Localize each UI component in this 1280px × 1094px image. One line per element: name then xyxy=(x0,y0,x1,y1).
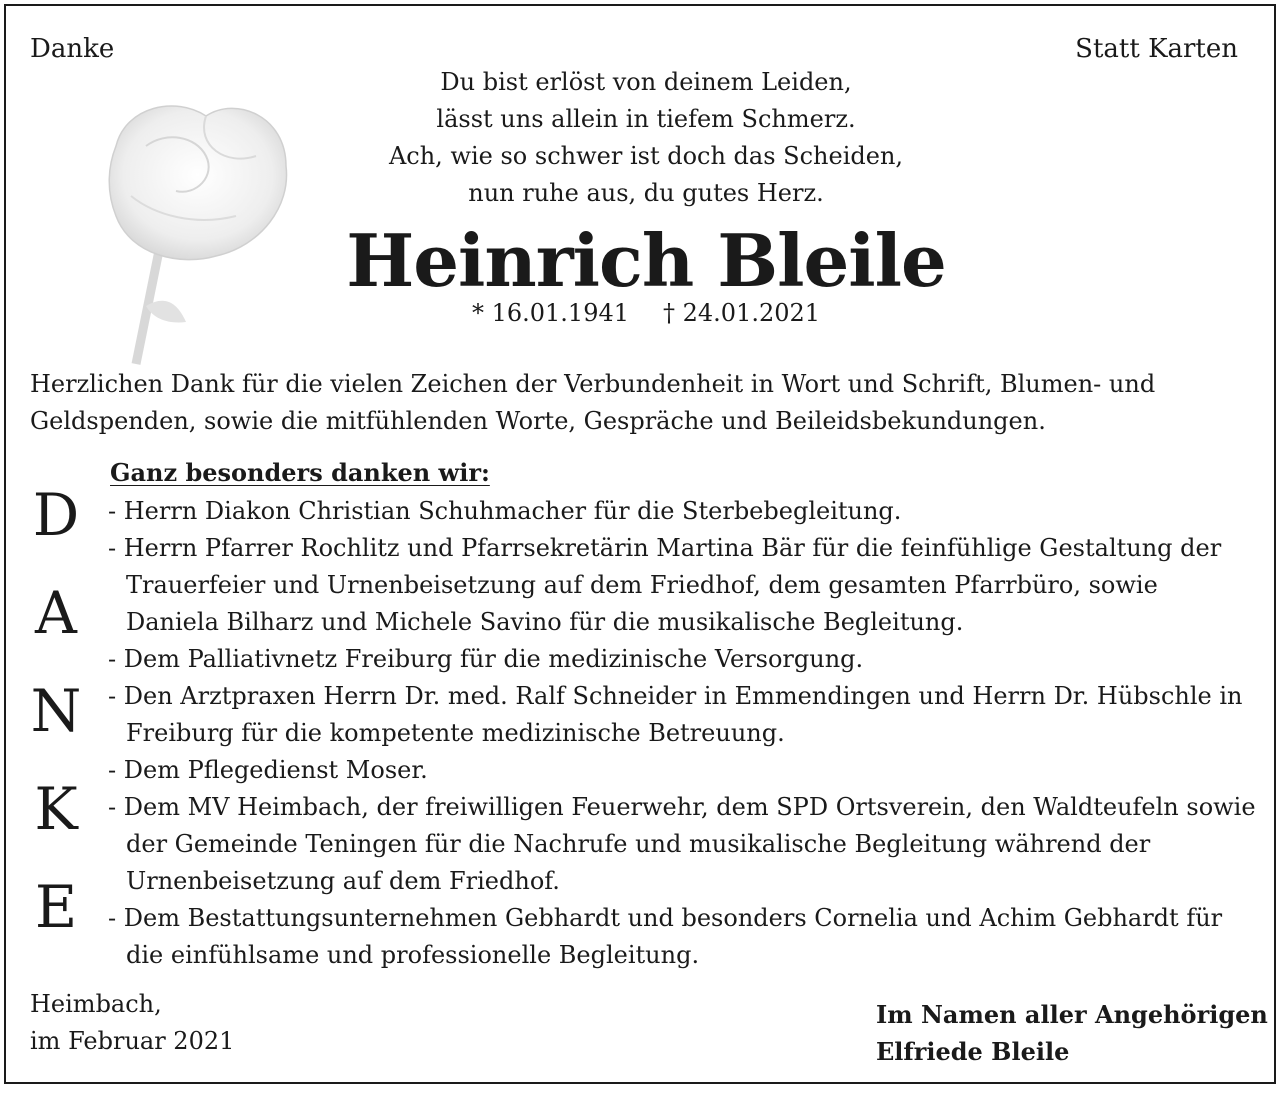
poem-line: nun ruhe aus, du gutes Herz. xyxy=(468,179,824,207)
poem-line: Ach, wie so schwer ist doch das Scheiden, xyxy=(388,142,904,170)
place: Heimbach, xyxy=(30,990,162,1018)
thanks-list xyxy=(106,493,1256,974)
danke-letter: D xyxy=(32,481,80,549)
thanks-item: - Dem Palliativnetz Freiburg für die medizinische Versorgung. xyxy=(106,641,1256,678)
danke-letter: A xyxy=(35,579,77,647)
death-date: † 24.01.2021 xyxy=(663,299,821,327)
place-date xyxy=(30,986,234,1060)
thanks-item: - Dem Pflegedienst Moser. xyxy=(106,752,1256,789)
life-dates xyxy=(346,299,946,327)
thanks-item: - Herrn Pfarrer Rochlitz und Pfarrsekretärin Martina Bär für die feinfühlige Gestaltung der Trauerfeier und Urnenbeisetzung auf dem Friedhof, dem gesamten Pfarrbüro, sowie Daniela Bilharz und Michele Savino für die musikalische Begleitung. xyxy=(106,530,1256,641)
thanks-heading: Ganz besonders danken wir: xyxy=(110,458,490,487)
poem xyxy=(346,64,946,212)
danke-letter: E xyxy=(34,873,78,941)
danke-letter: K xyxy=(34,775,78,843)
thanks-item: - Den Arztpraxen Herrn Dr. med. Ralf Schneider in Emmendingen und Herrn Dr. Hübschle in Freiburg für die kompetente medizinische Betreuung. xyxy=(106,678,1256,752)
intro-text: Herzlichen Dank für die vielen Zeichen der Verbundenheit in Wort und Schrift, Blumen- und Geldspenden, sowie die mitfühlenden Worte, Gespräche und Beileidsbekundungen. xyxy=(30,370,1156,435)
signature-line: Im Namen aller Angehörigen xyxy=(876,1000,1268,1029)
thanks-item: - Herrn Diakon Christian Schuhmacher für die Sterbebegleitung. xyxy=(106,493,1256,530)
danke-letter: N xyxy=(30,677,82,745)
date: im Februar 2021 xyxy=(30,1027,235,1055)
signature xyxy=(876,996,1268,1070)
birth-date: * 16.01.1941 xyxy=(471,299,629,327)
poem-line: Du bist erlöst von deinem Leiden, xyxy=(440,68,852,96)
header-right: Statt Karten xyxy=(1075,34,1238,64)
thanks-item: - Dem Bestattungsunternehmen Gebhardt und besonders Cornelia und Achim Gebhardt für die einfühlsame und professionelle Begleitung. xyxy=(106,900,1256,974)
thanks-item: - Dem MV Heimbach, der freiwilligen Feuerwehr, dem SPD Ortsverein, den Waldteufeln sowie der Gemeinde Teningen für die Nachrufe und musikalische Begleitung während der Urnenbeisetzung auf dem Friedhof. xyxy=(106,789,1256,900)
signature-name: Elfriede Bleile xyxy=(876,1037,1070,1066)
rose-image xyxy=(86,76,296,366)
deceased-name: Heinrich Bleile xyxy=(346,218,946,303)
obituary-notice xyxy=(4,4,1276,1084)
danke-vertical xyxy=(26,476,86,966)
poem-line: lässt uns allein in tiefem Schmerz. xyxy=(436,105,856,133)
header-left: Danke xyxy=(30,34,115,64)
